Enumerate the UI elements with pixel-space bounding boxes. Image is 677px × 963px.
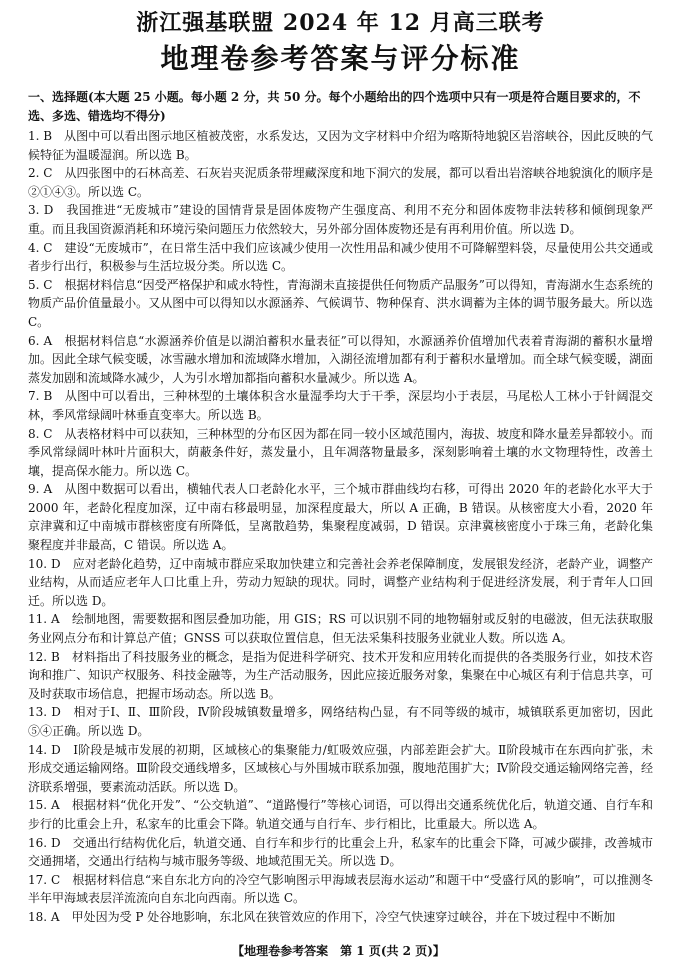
answer-item: 15. A 根据材料“优化开发”、“公交轨道”、“道路慢行”等核心词语，可以得出交通系统优化后，轨道交通、自行车和步行的比重会上升，私家车的比重会下降。轨道交通与自行车、步行相比，比重最大。所以选 A。 [28, 798, 653, 831]
answer-item: 3. D 我国推进“无废城市”建设的国情背景是固体废物产生强度高、利用不充分和固体废物非法转移和倾倒现象严重。而且我国资源消耗和环境污染问题压力依然较大，另外部分固体废物还是有再利用价值。所以选 D。 [28, 203, 653, 236]
answer-item: 2. C 从四张图中的石林高差、石灰岩夹泥质条带埋藏深度和地下洞穴的发展，都可以看出岩溶峡谷地貌演化的顺序是②①④③。所以选 C。 [28, 166, 653, 199]
answer-item: 10. D 应对老龄化趋势，辽中南城市群应采取加快建立和完善社会养老保障制度，发展银发经济，老龄产业，调整产业结构，从而适应老年人口比重上升，劳动力短缺的现状。同时，调整产业结构利于促进经济发展，利于青年人口回迁。所以选 D。 [28, 556, 653, 608]
answer-item: 13. D 相对于Ⅰ、Ⅱ、Ⅲ阶段，Ⅳ阶段城镇数量增多，网络结构凸显，有不同等级的城市，城镇联系更加密切，因此⑤④正确。所以选 D。 [28, 705, 653, 738]
answer-list [28, 127, 653, 927]
answer-item: 12. B 材料指出了科技服务业的概念，是指为促进科学研究、技术开发和应用转化而提供的各类服务行业，如技术咨询和推广、知识产权服务、科技金融等，为生产活动服务，因此应接近服务对象，集聚在中心城区有利于信息共享，可及时获取市场信息，把握市场动态。所以选 B。 [28, 649, 653, 701]
answer-item: 8. C 从表格材料中可以获知，三种林型的分布区因为都在同一较小区域范围内，海拔、坡度和降水量差异都较小。而季风常绿阔叶林叶片面积大，荫蔽条件好，蒸发量小，且年凋落物量最多，深刻影响着土壤的水文物理特性，改善土壤，提高保水能力。所以选 C。 [28, 426, 653, 478]
answer-item: 18. A 甲处因为受 P 处谷地影响，东北风在狭管效应的作用下，冷空气快速穿过峡谷，并在下坡过程中不断加 [28, 909, 616, 924]
page-footer: 【地理卷参考答案 第 1 页(共 2 页)】 [232, 944, 445, 958]
answer-item: 5. C 根据材料信息“因受严格保护和咸水特性，青海湖未直接提供任何物质产品服务”可以得知，青海湖水生态系统的物质产品价值量最小。又从图中可以得知以水源涵养、气候调节、物种保育、洪水调蓄为主体的调节服务最大。所以选 C。 [28, 277, 653, 329]
answer-item: 6. A 根据材料信息“水源涵养价值是以湖泊蓄积水量表征”可以得知，水源涵养价值增加代表着青海湖的蓄积水量增加。因此全球气候变暖，冰雪融水增加和流域降水增加，入湖径流增加都有利于蓄积水量增加。而全球气候变暖，湖面蒸发加剧和流域降水减少，人为引水增加都指向蓄积水量减少。所以选 A。 [28, 333, 653, 385]
answer-item: 14. D Ⅰ阶段是城市发展的初期，区域核心的集聚能力/虹吸效应强，内部差距会扩大。Ⅱ阶段城市在东西向扩张，未形成交通运输网络。Ⅲ阶段交通线增多，区域核心与外围城市联系加强，腹地范围扩大；Ⅳ阶段交通运输网络完善，经济联系增强，要素流动活跃。所以选 D。 [28, 742, 653, 794]
exam-title: 浙江强基联盟 2024 年 12 月高三联考 [136, 10, 545, 36]
answer-item: 9. A 从图中数据可以看出，横轴代表人口老龄化水平，三个城市群曲线均右移，可得出 2020 年的老龄化水平大于 2000 年，老龄化程度加深，辽中南右移最明显，加深程度最大，所以 A 正确，B 错误。从核密度大小看，2020 年京津冀和辽中南城市群核密度有所降低，呈离散趋势，集聚程度减弱，D 错误。京津冀核密度小于珠三角，老龄化集聚程度并非最高，C 错误。所以选 A。 [28, 482, 653, 553]
answer-item: 11. A 绘制地图，需要数据和图层叠加功能，用 GIS；RS 可以识别不同的地物辐射或反射的电磁波，但无法获取服务业网点分布和计算总产值；GNSS 可以获取位置信息，但无法采集科技服务业就业人数。所以选 A。 [28, 612, 653, 646]
section-heading: 一、选择题(本大题 25 小题。每小题 2 分，共 50 分。每个小题给出的四个选项中只有一项是符合题目要求的，不选、多选、错选均不得分) [28, 90, 641, 123]
document-title: 地理卷参考答案与评分标准 [160, 42, 521, 75]
answer-item: 4. C 建设“无废城市”，在日常生活中我们应该减少使用一次性用品和减少使用不可降解塑料袋，尽量使用公共交通或者步行出行，积极参与生活垃圾分类。所以选 C。 [28, 240, 653, 274]
answer-item: 1. B 从图中可以看出图示地区植被茂密，水系发达，又因为文字材料中介绍为喀斯特地貌区岩溶峡谷，因此反映的气候特征为温暖湿润。所以选 B。 [28, 129, 653, 162]
answer-item: 7. B 从图中可以看出，三种林型的土壤体积含水量湿季均大于干季，深层均小于表层，马尾松人工林小于针阔混交林，季风常绿阔叶林垂直变率大。所以选 B。 [28, 389, 653, 422]
answer-item: 17. C 根据材料信息“来自东北方向的冷空气影响图示甲海域表层海水运动”和题干中“受盛行风的影响”，可以推测冬半年甲海域表层洋流流向自东北向西南。所以选 C。 [28, 872, 653, 906]
answer-item: 16. D 交通出行结构优化后，轨道交通、自行车和步行的比重会上升，私家车的比重会下降，可减少碳排，改善城市交通拥堵，交通出行结构与城市服务等级、地域范围无关。所以选 D。 [28, 835, 653, 869]
